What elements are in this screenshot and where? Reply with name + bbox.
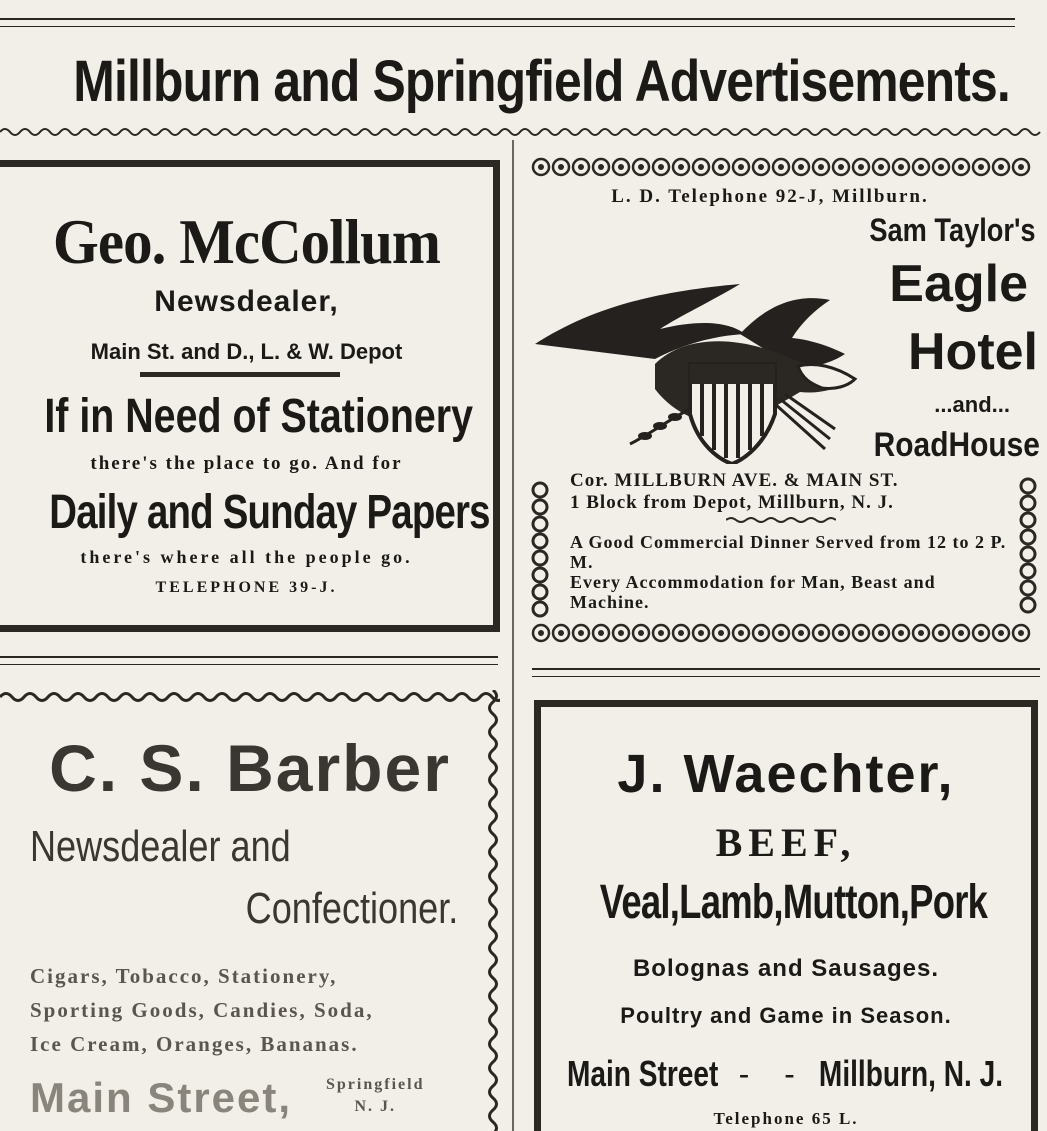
star-border-top — [530, 156, 1040, 178]
ad-barber-name: C. S. Barber — [49, 731, 451, 805]
ad-barber-role-2: Confectioner. — [245, 884, 458, 933]
ad-waechter-street: Main Street — [567, 1053, 719, 1094]
divider-left-thin — [0, 664, 498, 665]
wavy-border-top — [0, 690, 500, 704]
ad-barber-street: Main Street, — [30, 1074, 293, 1121]
divider-right — [532, 668, 1040, 670]
ad-eagle-and: ...and... — [934, 392, 1010, 417]
ad-mccollum-line2: there's where all the people go. — [80, 547, 413, 567]
ad-eagle-dinner: A Good Commercial Dinner Served from 12 to 2 P. M. — [570, 532, 1007, 572]
wavy-divider — [0, 126, 1047, 138]
ad-eagle-location-1: Cor. MILLBURN AVE. & MAIN ST. — [570, 470, 899, 491]
ad-mccollum-telephone: TELEPHONE 39-J. — [155, 579, 338, 596]
ad-waechter-beef: BEEF, — [715, 820, 857, 865]
ad-waechter-town: Millburn, N. J. — [818, 1053, 1003, 1094]
ad-eagle-hotel — [530, 152, 1040, 647]
ad-barber-town-1: Springfield — [326, 1076, 425, 1093]
ad-mccollum-role: Newsdealer, — [154, 285, 339, 318]
ad-barber — [0, 690, 500, 1131]
top-rule-thin — [0, 26, 1015, 27]
ad-waechter-poultry: Poultry and Game in Season. — [620, 1003, 952, 1028]
chain-border-right — [1018, 476, 1038, 616]
column-divider — [512, 140, 514, 1131]
ad-mccollum-name: Geo. McCollum — [52, 206, 441, 277]
ad-eagle-location-2: 1 Block from Depot, Millburn, N. J. — [570, 492, 894, 513]
ad-eagle-owner: Sam Taylor's — [869, 212, 1036, 248]
top-rule — [0, 18, 1015, 20]
ad-waechter — [534, 700, 1038, 1131]
ad-mccollum-line1: there's the place to go. And for — [90, 453, 403, 474]
wavy-separator — [726, 516, 836, 524]
ad-eagle-subtitle: RoadHouse — [873, 426, 1040, 464]
ad-barber-goods-2: Sporting Goods, Candies, Soda, — [30, 998, 374, 1022]
ad-waechter-name: J. Waechter, — [617, 744, 955, 804]
ad-barber-town — [326, 1074, 424, 1118]
ad-eagle-title-1: Eagle — [889, 255, 1028, 313]
divider-right-thin — [532, 676, 1040, 677]
ad-eagle-accommodation: Every Accommodation for Man, Beast and Machine. — [570, 572, 936, 612]
page-title: Millburn and Springfield Advertisements. — [73, 49, 1010, 114]
ad-waechter-telephone: Telephone 65 L. — [713, 1109, 859, 1128]
divider-left — [0, 656, 498, 658]
ad-waechter-dashes: - - — [739, 1057, 809, 1090]
ad-barber-goods-1: Cigars, Tobacco, Stationery, — [30, 964, 338, 988]
chain-border-left — [530, 480, 550, 620]
ad-barber-role-1: Newsdealer and — [30, 822, 291, 871]
ad-waechter-meats: Veal,Lamb,Mutton,Pork — [599, 876, 988, 929]
ad-barber-town-2: N. J. — [354, 1098, 397, 1115]
ad-mccollum-headline2: Daily and Sunday Papers — [49, 486, 490, 539]
ad-eagle-phone: L. D. Telephone 92-J, Millburn. — [611, 186, 929, 207]
ad-mccollum — [0, 160, 500, 632]
eagle-icon — [530, 214, 870, 464]
ad-eagle-title-2: Hotel — [908, 323, 1038, 381]
ad-mccollum-address: Main St. and D., L. & W. Depot — [90, 339, 403, 364]
ad-waechter-bolognas: Bolognas and Sausages. — [632, 955, 940, 982]
star-border-bottom — [530, 622, 1040, 644]
ad-mccollum-headline: If in Need of Stationery — [44, 390, 474, 443]
ad-barber-goods-3: Ice Cream, Oranges, Bananas. — [30, 1032, 359, 1056]
ad-mccollum-bar — [140, 372, 340, 377]
